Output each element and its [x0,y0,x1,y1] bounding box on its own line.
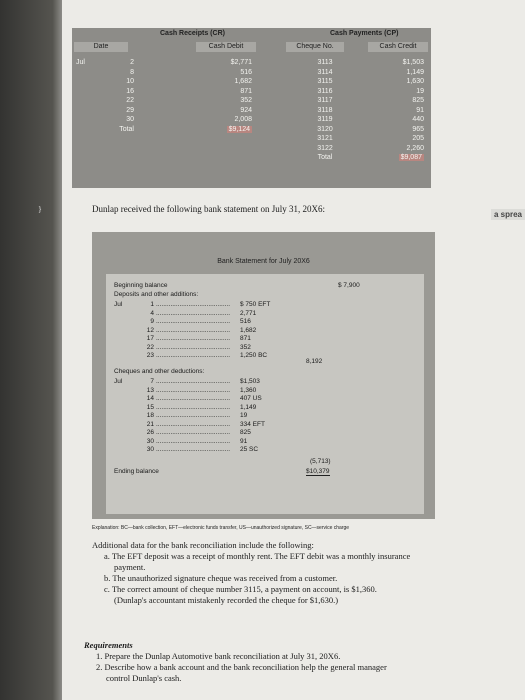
deduction-row-leader: ......................................... [156,437,231,445]
date-cell-value: 8 [130,68,134,76]
deduction-row-amount: $1,503 [240,378,260,385]
item-a-cont: payment. [114,562,146,572]
deposits-total: 8,192 [306,358,323,365]
beginning-label: Beginning balance [114,282,168,289]
cheque-no-cell-value: 3115 [317,78,333,85]
cash-credit-cell [388,144,424,154]
col-cash-credit: Cash Credit [368,42,428,52]
cash-credit-cell-value: 19 [416,87,424,95]
col-date: Date [74,42,128,52]
statement-body [106,274,424,514]
cash-credit-cell [388,106,424,116]
deduction-row-amount: 825 [240,429,251,436]
date-cell [112,58,134,68]
deduction-row-amount: 91 [240,437,248,445]
cheque-no-cell-value: 3119 [317,116,333,123]
cash-credit-cell-value: $9,087 [400,154,422,161]
cash-credit-cell-value: 440 [412,116,424,123]
deposit-row-amount: 2,771 [240,309,257,317]
cheque-no-cell-value: 3113 [317,59,333,66]
cheque-no-cell-value: 3122 [317,144,333,152]
cash-credit-cell [388,125,424,135]
cheque-no-cell-value: 3114 [317,68,333,76]
item-c: c. The correct amount of cheque number 3115, a payment on account, is $1,360. [104,584,377,594]
cash-debit-cell-value: 2,008 [234,116,252,123]
cash-credit-cell-value: $1,503 [402,59,424,66]
cash-credit-cell [388,58,424,68]
deduction-row-leader: ......................................... [156,446,231,453]
cash-credit-cell [388,77,424,87]
statement-month: Jul [114,301,123,308]
cash-debit-cell-value: 352 [240,97,252,104]
deposit-row-leader: ......................................... [156,318,231,325]
item-b: b. The unauthorized signature cheque was received from a customer. [104,573,338,583]
deposit-row-amount: 516 [240,318,251,325]
cheque-no-cell [310,77,340,87]
cash-debit-cell [212,106,252,116]
deposit-row-day: 4 [150,309,154,317]
explanation-note: Explanation: BC—bank collection, EFT—electronic funds transfer, US—unauthorized signature, SC—service charge [92,525,350,531]
cash-debit-cell-value: $2,771 [230,59,252,66]
deduction-row-leader: ......................................... [156,386,231,394]
date-cell [112,87,134,97]
cash-credit-cell-value: 91 [416,106,424,114]
payments-title: Cash Payments (CP) [330,30,399,37]
deposit-row-day: 1 [150,301,154,308]
month-col: Jul [76,59,85,66]
deposit-row-leader: ......................................... [156,343,231,351]
ending-label: Ending balance [114,468,159,475]
page-shadow [0,0,62,700]
deduction-row-leader: ......................................... [156,429,231,436]
deduction-row-leader: ......................................... [156,403,231,411]
col-cheque-no: Cheque No. [286,42,344,52]
cash-credit-cell-value: 2,260 [406,144,424,152]
cash-credit-column [388,58,424,163]
date-cell [112,68,134,78]
deposit-row-amount: $ 750 EFT [240,301,271,308]
deduction-row-leader: ......................................... [156,378,231,385]
margin-mark: } [38,205,42,214]
requirements-heading: Requirements [84,640,133,650]
deposit-row-leader: ......................................... [156,301,231,308]
deposit-row-leader: ......................................... [156,352,231,359]
cash-credit-cell [388,87,424,97]
deposit-row-day: 23 [146,352,154,359]
cheque-no-cell-value: 3121 [317,135,333,142]
cash-debit-cell-value: 871 [240,87,252,95]
cheques-label: Cheques and other deductions: [114,368,205,375]
deduction-row-amount: 25 SC [240,446,259,453]
date-cell [112,106,134,116]
additional-data [92,540,452,606]
deposit-row-day: 12 [146,326,154,334]
deduction-row-day: 7 [150,378,154,385]
cheque-no-cell [310,153,340,163]
deposit-row-leader: ......................................... [156,326,231,334]
statement-month-2: Jul [114,378,123,385]
cheque-no-cell [310,134,340,144]
cash-debit-cell [212,125,252,135]
deduction-row-amount: 407 US [240,395,262,402]
date-cell [112,125,134,135]
cash-debit-cell-value: 1,682 [234,78,252,85]
cash-debit-cell-value: $9,124 [228,125,250,133]
cheque-no-cell [310,68,340,78]
deposit-row-amount: 352 [240,343,251,351]
date-cell [112,77,134,87]
deduction-row-leader: ......................................... [156,420,231,428]
deposit-row-leader: ......................................... [156,309,231,317]
requirements [84,640,454,684]
cash-credit-cell [388,153,424,163]
cash-debit-cell [212,77,252,87]
deduction-row-day: 21 [146,420,154,428]
cash-debit-cell-value: 516 [240,68,252,76]
dates-column [112,58,134,134]
cash-credit-cell [388,115,424,125]
cash-credit-cell [388,96,424,106]
deposit-row-day: 9 [150,318,154,325]
deposit-row-amount: 871 [240,335,251,342]
ending-value: $10,379 [306,468,330,475]
cheque-no-cell [310,115,340,125]
cash-journal-table [72,28,431,188]
date-cell-value: Total [119,125,134,133]
cheque-no-cell [310,96,340,106]
col-cash-debit: Cash Debit [196,42,256,52]
deposit-row-day: 17 [146,335,154,342]
item-c-cont: (Dunlap's accountant mistakenly recorded the cheque for $1,630.) [114,595,339,605]
side-tab: a sprea [491,209,525,220]
deposit-row-amount: 1,682 [240,326,257,334]
requirement-1: 1. Prepare the Dunlap Automotive bank reconciliation at July 31, 20X6. [96,651,341,661]
additional-heading: Additional data for the bank reconciliation include the following: [92,540,314,550]
deduction-row-day: 30 [146,437,154,445]
cheque-no-cell [310,125,340,135]
deduction-row-amount: 334 EFT [240,420,265,428]
cash-credit-cell-value: 1,149 [406,68,424,76]
cash-debit-cell [212,87,252,97]
cash-debit-cell [212,96,252,106]
deduction-row-day: 26 [146,429,154,436]
date-cell [112,96,134,106]
deduction-row-day: 13 [146,386,154,394]
bank-statement [92,232,435,519]
date-cell-value: 2 [130,59,134,66]
deposit-row-day: 22 [146,343,154,351]
cheque-no-cell-value: 3118 [317,106,333,114]
deduction-row-amount: 1,360 [240,386,257,394]
date-cell-value: 22 [126,97,134,104]
date-cell-value: 29 [126,106,134,114]
date-cell-value: 16 [126,87,134,95]
cash-credit-cell-value: 1,630 [406,78,424,85]
cash-debit-cell [212,115,252,125]
beginning-value: $ 7,900 [338,282,360,289]
cash-debit-column [212,58,252,134]
date-cell-value: 30 [126,116,134,123]
cash-debit-cell [212,58,252,68]
cheque-no-cell [310,144,340,154]
receipts-title: Cash Receipts (CR) [160,30,225,37]
cheque-no-column [310,58,340,163]
deduction-row-leader: ......................................... [156,395,231,402]
deposits-label: Deposits and other additions: [114,291,199,298]
cash-credit-cell [388,134,424,144]
deduction-row-day: 15 [146,403,154,411]
deduction-row-amount: 1,149 [240,403,257,411]
intro-sentence: Dunlap received the following bank statement on July 31, 20X6: [92,204,325,214]
deduction-row-leader: ......................................... [156,412,231,419]
deduction-row-amount: 19 [240,412,248,419]
requirement-2: 2. Describe how a bank account and the bank reconciliation help the general manager [96,662,387,672]
deduction-row-day: 30 [146,446,154,453]
cheque-no-cell [310,58,340,68]
cash-credit-cell-value: 825 [412,97,424,104]
statement-title: Bank Statement for July 20X6 [217,258,310,265]
date-cell [112,115,134,125]
deposit-row-amount: 1,250 BC [240,352,268,359]
cash-credit-cell-value: 205 [412,135,424,142]
requirement-2-cont: control Dunlap's cash. [106,673,182,683]
cheque-no-cell-value: 3116 [317,87,333,95]
cash-credit-cell [388,68,424,78]
cheque-no-cell-value: Total [317,154,333,161]
cash-credit-cell-value: 965 [412,125,424,133]
deposit-row-leader: ......................................... [156,335,231,342]
cash-debit-cell [212,68,252,78]
deduction-row-day: 18 [146,412,154,419]
item-a: a. The EFT deposit was a receipt of monthly rent. The EFT debit was a monthly insurance [104,551,411,561]
cheque-no-cell-value: 3117 [317,97,333,104]
deductions-total: (5,713) [310,458,331,465]
cash-debit-cell-value: 924 [240,106,252,114]
cheque-no-cell [310,87,340,97]
deduction-row-day: 14 [146,395,154,402]
cheque-no-cell-value: 3120 [317,125,333,133]
date-cell-value: 10 [126,78,134,85]
cheque-no-cell [310,106,340,116]
